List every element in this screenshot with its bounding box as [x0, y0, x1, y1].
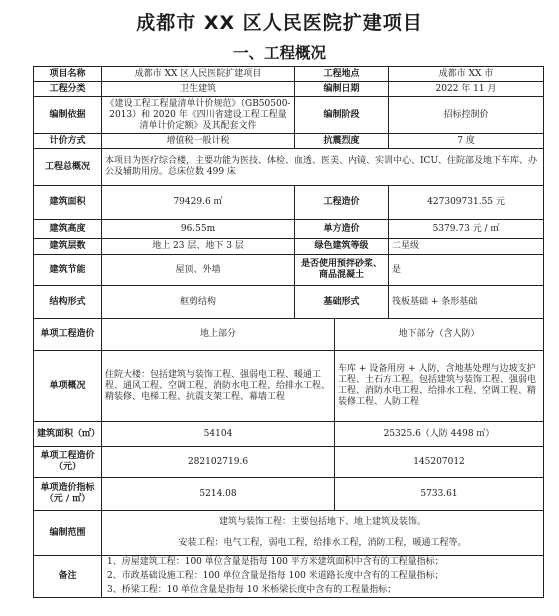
- pricing-value: 增值税一般计税: [102, 134, 295, 149]
- table-row: [34, 97, 544, 134]
- structure-value: 框剪结构: [102, 286, 295, 319]
- remarks-label: 备注: [34, 556, 102, 598]
- above-ground-overview: 住院大楼：包括建筑与装饰工程、强弱电工程、暖通工程、通风工程、空调工程、消防水电工程、给排水工程、精装修、电梯工程、抗震支架工程、幕墙工程: [102, 351, 335, 422]
- scope-value: [102, 511, 544, 556]
- cost-value: 427309731.55 元: [389, 186, 544, 220]
- floors-label: 建筑层数: [34, 239, 102, 255]
- section-heading: 一、工程概况: [232, 44, 326, 62]
- structure-label: 结构形式: [34, 286, 102, 319]
- table-row: [34, 67, 544, 82]
- table-row: [34, 149, 544, 186]
- stage-label: 编制阶段: [295, 97, 389, 134]
- table-row: [34, 351, 544, 422]
- project-name-value: 成都市 XX 区人民医院扩建项目: [102, 67, 295, 82]
- height-value: 96.55m: [102, 220, 295, 239]
- stage-value: 招标控制价: [389, 97, 544, 134]
- energy-value: 屋顶、外墙: [102, 255, 295, 286]
- single-index-label: 单项造价指标（元 / ㎡）: [34, 478, 102, 511]
- overview-label: 工程总概况: [34, 149, 102, 186]
- table-row: [34, 134, 544, 149]
- scope-line-2: 安装工程：电气工程，弱电工程，给排水工程，消防工程，暖通工程等。: [178, 538, 467, 548]
- location-label: 工程地点: [295, 67, 389, 82]
- table-row: [34, 220, 544, 239]
- floors-value: 地上 23 层、地下 3 层: [102, 239, 295, 255]
- remarks-value: [102, 556, 544, 598]
- scope-label: 编制范围: [34, 511, 102, 556]
- document-title: 成都市 XX 区人民医院扩建项目: [136, 12, 423, 34]
- seismic-value: 7 度: [389, 134, 544, 149]
- below-ground-index: 5733.61: [335, 478, 544, 511]
- basis-value: 《建设工程工程量清单计价规范》（GB50500-2013）和 2020 年《四川省建设工程工程量清单计价定额》及其配套文件: [102, 97, 295, 134]
- below-ground-cost: 145207012: [335, 447, 544, 478]
- green-level-value: 二星级: [389, 239, 544, 255]
- above-ground-label: 地上部分: [102, 319, 335, 351]
- table-row: [34, 319, 544, 351]
- remark-line-1: 1、房屋建筑工程：100 单位含量是指每 100 平方米建筑面积中含有的工程量指标；: [107, 557, 444, 567]
- foundation-label: 基础形式: [295, 286, 389, 319]
- date-label: 编制日期: [295, 82, 389, 97]
- below-ground-overview: 车库 + 设备用房 + 人防，含地基处理与边坡支护工程、土石方工程。包括建筑与装饰工程、强弱电工程、消防水电工程、给排水工程、空调工程、精装修工程、人防工程: [335, 351, 544, 422]
- unit-cost-label: 单方造价: [295, 220, 389, 239]
- remark-line-3: 3、桥梁工程：10 单位含量是指每 10 米桥梁长度中含有的工程量指标；: [107, 585, 397, 595]
- date-value: 2022 年 11 月: [389, 82, 544, 97]
- below-ground-label: 地下部分（含人防）: [335, 319, 544, 351]
- height-label: 建筑高度: [34, 220, 102, 239]
- single-overview-label: 单项概况: [34, 351, 102, 422]
- above-ground-area: 54104: [102, 422, 335, 447]
- cost-label: 工程造价: [295, 186, 389, 220]
- basis-label: 编制依据: [34, 97, 102, 134]
- single-cost-label: 单项工程造价: [34, 319, 102, 351]
- project-name-label: 项目名称: [34, 67, 102, 82]
- energy-label: 建筑节能: [34, 255, 102, 286]
- table-row: [34, 422, 544, 447]
- single-area-label: 建筑面积（㎡）: [34, 422, 102, 447]
- foundation-value: 筏板基础 + 条形基础: [389, 286, 544, 319]
- project-overview-table: [33, 66, 544, 598]
- above-ground-index: 5214.08: [102, 478, 335, 511]
- green-level-label: 绿色建筑等级: [295, 239, 389, 255]
- unit-cost-value: 5379.73 元 / ㎡: [389, 220, 544, 239]
- category-label: 工程分类: [34, 82, 102, 97]
- location-value: 成都市 XX 市: [389, 67, 544, 82]
- above-ground-cost: 282102719.6: [102, 447, 335, 478]
- scope-line-1: 建筑与装饰工程：主要包括地下、地上建筑及装饰。: [219, 517, 427, 527]
- table-row: [34, 82, 544, 97]
- premix-value: 是: [389, 255, 544, 286]
- table-row: [34, 186, 544, 220]
- remark-line-2: 2、市政基础设施工程：100 单位含量是指每 100 米道路长度中含有的工程量指标；: [107, 571, 444, 581]
- table-row: [34, 511, 544, 556]
- table-row: [34, 447, 544, 478]
- area-value: 79429.6 ㎡: [102, 186, 295, 220]
- premix-label: 是否使用预拌砂浆、商品混凝土: [295, 255, 389, 286]
- below-ground-area: 25325.6（人防 4498 ㎡）: [335, 422, 544, 447]
- single-cost-value-label: 单项工程造价（元）: [34, 447, 102, 478]
- table-row: [34, 556, 544, 598]
- overview-value: 本项目为医疗综合楼，主要功能为医技、体检、血透、医美、内镜、实训中心、ICU、住院部及地下车库、办公及辅助用房。总床位数 499 床: [102, 149, 544, 186]
- seismic-label: 抗震烈度: [295, 134, 389, 149]
- area-label: 建筑面积: [34, 186, 102, 220]
- category-value: 卫生建筑: [102, 82, 295, 97]
- table-row: [34, 478, 544, 511]
- table-row: [34, 239, 544, 255]
- table-row: [34, 255, 544, 286]
- table-row: [34, 286, 544, 319]
- pricing-label: 计价方式: [34, 134, 102, 149]
